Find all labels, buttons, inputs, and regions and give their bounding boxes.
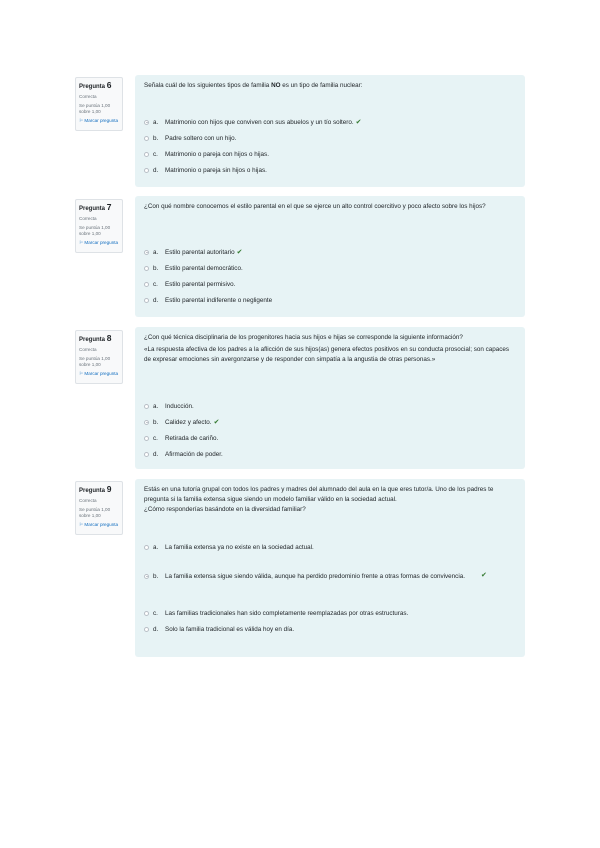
check-icon: ✔ xyxy=(355,119,362,126)
check-icon: ✔ xyxy=(481,572,487,579)
answer-letter: a. xyxy=(153,403,159,410)
question-content xyxy=(135,327,525,469)
radio[interactable] xyxy=(144,545,149,550)
question-text-part: es un tipo de familia nuclear: xyxy=(280,82,363,89)
question-label: Pregunta xyxy=(79,488,106,494)
question-text-part: Señala cuál de los siguientes tipos de familia xyxy=(144,82,272,89)
flag-icon: ⚐ xyxy=(79,371,84,376)
question-text: ¿Con qué técnica disciplinaria de los progenitores hacia sus hijos e hijas se corresponde la siguiente información? xyxy=(144,334,463,341)
question-title xyxy=(79,203,119,214)
question-label: Pregunta xyxy=(79,206,106,212)
question-quote: «La respuesta afectiva de los padres a la aflicción de sus hijos(as) genera efectos positivos en su conducta prosocial; son capaces de expresar emociones sin avergonzarse y de responder con simpatía a la angustia de otras personas.» xyxy=(144,346,510,363)
flag-label: Marcar pregunta xyxy=(84,371,119,376)
flag-label: Marcar pregunta xyxy=(84,522,119,527)
answer-text: Estilo parental democrático. xyxy=(165,265,243,272)
answer-option-d[interactable] xyxy=(144,625,516,634)
answer-text: Matrimonio con hijos que conviven con sus abuelos y un tío soltero. xyxy=(165,119,354,126)
answer-letter: c. xyxy=(153,610,158,617)
question-number: 6 xyxy=(106,80,112,90)
answer-letter: a. xyxy=(153,249,159,256)
radio-selected[interactable] xyxy=(144,120,149,125)
answer-letter: b. xyxy=(153,135,159,142)
answer-text: La familia extensa ya no existe en la sociedad actual. xyxy=(165,544,314,551)
answer-letter: a. xyxy=(153,544,159,551)
question-info xyxy=(75,481,123,535)
radio-selected[interactable] xyxy=(144,250,149,255)
radio[interactable] xyxy=(144,266,149,271)
flag-question-link[interactable] xyxy=(79,240,119,246)
question-title xyxy=(79,81,119,92)
flag-question-link[interactable] xyxy=(79,522,119,528)
answer-option-c[interactable] xyxy=(144,609,516,618)
answer-text: Matrimonio o pareja con hijos o hijas. xyxy=(165,151,269,158)
answer-text: La familia extensa sigue siendo válida, aunque ha perdido predominio frente a otras formas de convivencia. xyxy=(165,573,465,580)
question-content xyxy=(135,75,525,187)
answer-option-d[interactable] xyxy=(144,296,516,305)
answer-letter: d. xyxy=(153,451,159,458)
question-state: Correcta xyxy=(79,94,97,99)
question-grade: Se puntúa 1,00 sobre 1,00 xyxy=(79,225,111,236)
question-grade: Se puntúa 1,00 sobre 1,00 xyxy=(79,507,111,518)
flag-label: Marcar pregunta xyxy=(84,118,119,123)
answer-text: Estilo parental permisivo. xyxy=(165,281,236,288)
answer-text: Calidez y afecto. xyxy=(165,419,212,426)
question-info xyxy=(75,330,123,384)
question-info xyxy=(75,77,123,131)
answer-text: Las familias tradicionales han sido completamente reemplazadas por otras estructuras. xyxy=(165,610,409,617)
answer-letter: c. xyxy=(153,281,158,288)
flag-icon: ⚐ xyxy=(79,240,84,245)
flag-label: Marcar pregunta xyxy=(84,240,119,245)
check-icon: ✔ xyxy=(236,249,243,256)
answer-option-b[interactable] xyxy=(144,134,516,143)
radio[interactable] xyxy=(144,152,149,157)
question-text: ¿Con qué nombre conocemos el estilo parental en el que se ejerce un alto control coercitivo y poco afecto sobre los hijos? xyxy=(144,203,486,210)
question-title xyxy=(79,485,119,496)
radio[interactable] xyxy=(144,611,149,616)
radio[interactable] xyxy=(144,627,149,632)
question-grade: Se puntúa 1,00 sobre 1,00 xyxy=(79,103,111,114)
answer-option-a[interactable] xyxy=(144,248,516,257)
answer-text: Matrimonio o pareja sin hijos o hijas. xyxy=(165,167,267,174)
question-number: 9 xyxy=(106,484,112,494)
radio-selected[interactable] xyxy=(144,420,149,425)
radio[interactable] xyxy=(144,136,149,141)
question-state: Correcta xyxy=(79,347,97,352)
question-text-bold: NO xyxy=(271,82,281,89)
answer-letter: c. xyxy=(153,151,158,158)
answer-option-b[interactable] xyxy=(144,264,516,273)
answer-option-a[interactable] xyxy=(144,543,516,552)
answer-letter: d. xyxy=(153,626,159,633)
question-label: Pregunta xyxy=(79,337,106,343)
answer-letter: c. xyxy=(153,435,158,442)
radio[interactable] xyxy=(144,282,149,287)
answer-text: Estilo parental autoritario xyxy=(165,249,235,256)
radio-selected[interactable] xyxy=(144,574,149,579)
answer-option-d[interactable] xyxy=(144,166,516,175)
answer-option-b[interactable] xyxy=(144,418,516,427)
answer-text: Afirmación de poder. xyxy=(165,451,223,458)
question-content xyxy=(135,479,525,657)
answer-text: Inducción. xyxy=(165,403,194,410)
question-number: 7 xyxy=(106,202,112,212)
answer-option-c[interactable] xyxy=(144,434,516,443)
answer-option-c[interactable] xyxy=(144,280,516,289)
answer-option-d[interactable] xyxy=(144,450,516,459)
question-label: Pregunta xyxy=(79,84,106,90)
answer-option-a[interactable] xyxy=(144,118,516,127)
question-text xyxy=(144,81,516,91)
answer-letter: b. xyxy=(153,573,159,580)
answer-letter: b. xyxy=(153,265,159,272)
answer-text: Retirada de cariño. xyxy=(165,435,219,442)
radio[interactable] xyxy=(144,404,149,409)
answer-letter: d. xyxy=(153,167,159,174)
answer-option-b[interactable] xyxy=(144,572,476,581)
question-state: Correcta xyxy=(79,498,97,503)
radio[interactable] xyxy=(144,298,149,303)
flag-icon: ⚐ xyxy=(79,118,84,123)
question-content xyxy=(135,196,525,317)
flag-icon: ⚐ xyxy=(79,522,84,527)
answer-text: Estilo parental indiferente o negligente xyxy=(165,297,273,304)
answer-letter: a. xyxy=(153,119,159,126)
radio[interactable] xyxy=(144,436,149,441)
answer-letter: d. xyxy=(153,297,159,304)
question-title xyxy=(79,334,119,345)
question-subtext: ¿Cómo responderías basándote en la diversidad familiar? xyxy=(144,506,306,513)
answer-option-a[interactable] xyxy=(144,402,516,411)
flag-question-link[interactable] xyxy=(79,118,119,124)
question-info xyxy=(75,199,123,253)
answer-text: Solo la familia tradicional es válida hoy en día. xyxy=(165,626,295,633)
question-number: 8 xyxy=(106,333,112,343)
answer-text: Padre soltero con un hijo. xyxy=(165,135,237,142)
flag-question-link[interactable] xyxy=(79,371,119,377)
question-grade: Se puntúa 1,00 sobre 1,00 xyxy=(79,356,111,367)
answer-option-c[interactable] xyxy=(144,150,516,159)
radio[interactable] xyxy=(144,168,149,173)
answer-letter: b. xyxy=(153,419,159,426)
question-state: Correcta xyxy=(79,216,97,221)
check-icon: ✔ xyxy=(213,419,220,426)
question-text: Estás en una tutoría grupal con todos los padres y madres del alumnado del aula en la que eres tutor/a. Uno de los padres te pregunta si la familia extensa sigue siendo un modelo familiar válido en la sociedad actual. xyxy=(144,486,494,503)
radio[interactable] xyxy=(144,452,149,457)
